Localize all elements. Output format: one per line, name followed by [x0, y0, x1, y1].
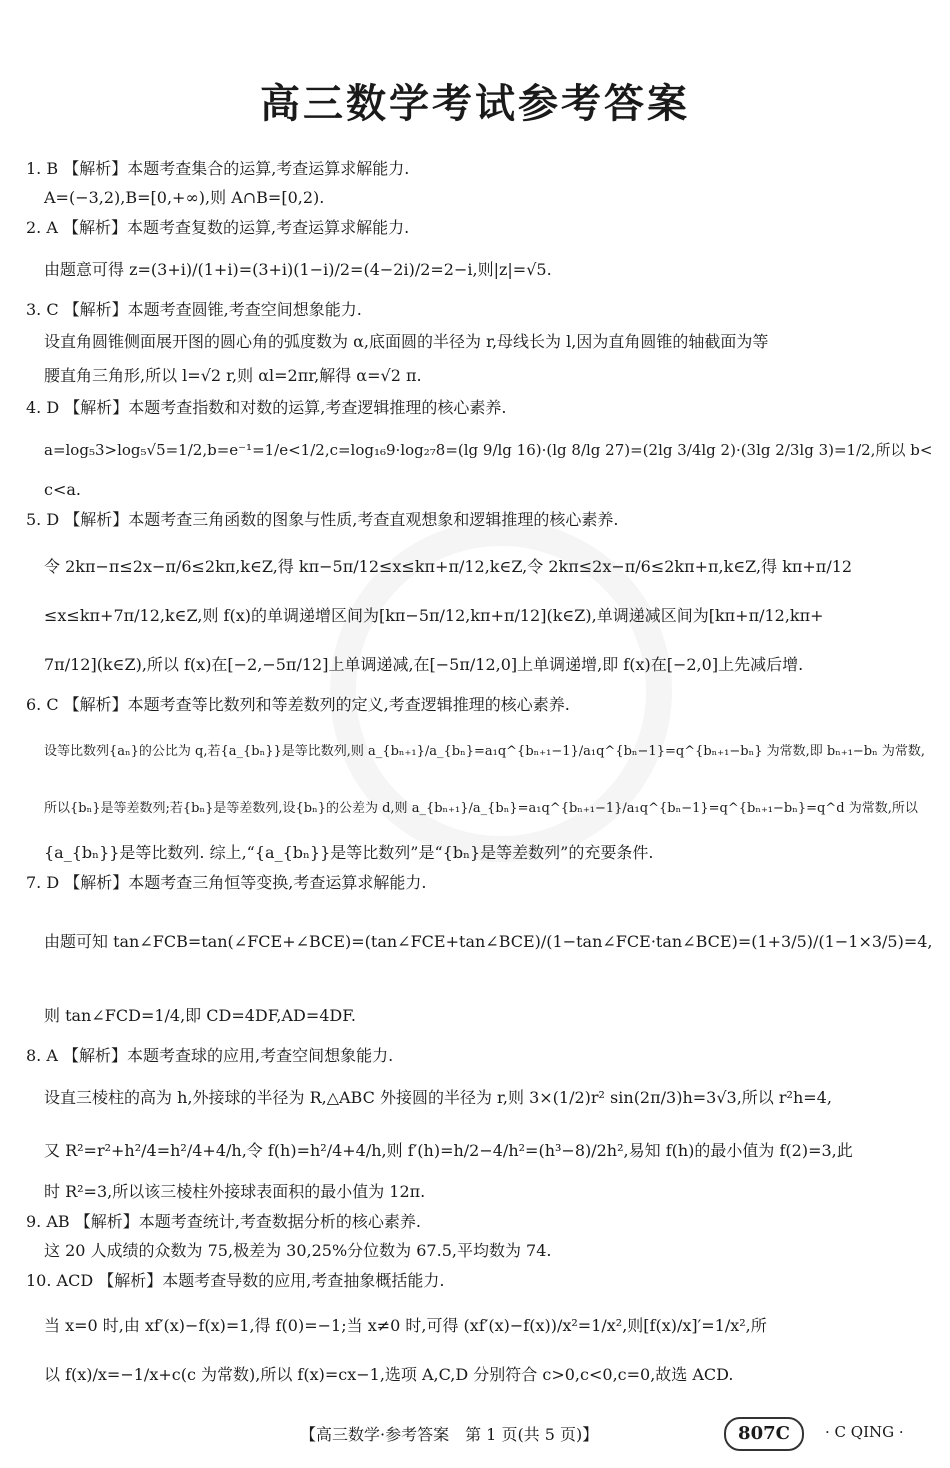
answer-6-heading: 6. C 【解析】本题考查等比数列和等差数列的定义,考查逻辑推理的核心素养. — [26, 695, 570, 714]
answer-3-heading: 3. C 【解析】本题考查圆锥,考查空间想象能力. — [26, 300, 362, 319]
answer-4-line-2: c<a. — [44, 480, 81, 499]
answer-7-heading: 7. D 【解析】本题考查三角恒等变换,考查运算求解能力. — [26, 873, 427, 892]
answer-9-line-1: 这 20 人成绩的众数为 75,极差为 30,25%分位数为 67.5,平均数为 74. — [44, 1241, 552, 1260]
footer-tag: · C QING · — [825, 1423, 904, 1441]
answer-10-line-2: 以 f(x)/x=−1/x+c(c 为常数),所以 f(x)=cx−1,选项 A,C,D 分别符合 c>0,c<0,c=0,故选 ACD. — [44, 1365, 734, 1384]
answer-9-heading: 9. AB 【解析】本题考查统计,考查数据分析的核心素养. — [26, 1212, 421, 1231]
answer-7-line-1: 由题可知 tan∠FCB=tan(∠FCE+∠BCE)=(tan∠FCE+tan∠BCE)/(1−tan∠FCE·tan∠BCE)=(1+3/5)/(1−1×3/5)=4, — [44, 932, 933, 951]
answer-5-line-2: ≤x≤kπ+7π/12,k∈Z,则 f(x)的单调递增区间为[kπ−5π/12,kπ+π/12](k∈Z),单调递减区间为[kπ+π/12,kπ+ — [44, 606, 824, 625]
page-footer: 【高三数学·参考答案 第 1 页(共 5 页)】 — [300, 1425, 599, 1444]
answer-8-heading: 8. A 【解析】本题考查球的应用,考查空间想象能力. — [26, 1046, 394, 1065]
answer-2-heading: 2. A 【解析】本题考查复数的运算,考查运算求解能力. — [26, 218, 410, 237]
answer-6-line-2: 所以{bₙ}是等差数列;若{bₙ}是等差数列,设{bₙ}的公差为 d,则 a_{bₙ₊₁}/a_{bₙ}=a₁q^{bₙ₊₁−1}/a₁q^{bₙ−1}=q^{bₙ₊₁−bₙ}=q^d 为常数,所以 — [44, 801, 918, 816]
answer-1-line-1: A=(−3,2),B=[0,+∞),则 A∩B=[0,2). — [44, 188, 325, 207]
answer-8-line-2: 又 R²=r²+h²/4=h²/4+4/h,令 f(h)=h²/4+4/h,则 f′(h)=h/2−4/h²=(h³−8)/2h²,易知 f(h)的最小值为 f(2)=3,此 — [44, 1141, 853, 1160]
answer-3-line-2: 腰直角三角形,所以 l=√2 r,则 αl=2πr,解得 α=√2 π. — [44, 366, 422, 385]
answer-3-line-1: 设直角圆锥侧面展开图的圆心角的弧度数为 α,底面圆的半径为 r,母线长为 l,因为直角圆锥的轴截面为等 — [44, 332, 769, 351]
answer-1-heading: 1. B 【解析】本题考查集合的运算,考查运算求解能力. — [26, 159, 410, 178]
answer-10-heading: 10. ACD 【解析】本题考查导数的应用,考查抽象概括能力. — [26, 1271, 445, 1290]
page-title: 高三数学考试参考答案 — [260, 81, 690, 127]
answer-6-line-3: {a_{bₙ}}是等比数列. 综上,“{a_{bₙ}}是等比数列”是“{bₙ}是等差数列”的充要条件. — [44, 843, 654, 862]
answer-5-heading: 5. D 【解析】本题考查三角函数的图象与性质,考查直观想象和逻辑推理的核心素养. — [26, 510, 619, 529]
answer-6-line-1: 设等比数列{aₙ}的公比为 q,若{a_{bₙ}}是等比数列,则 a_{bₙ₊₁}/a_{bₙ}=a₁q^{bₙ₊₁−1}/a₁q^{bₙ−1}=q^{bₙ₊₁−bₙ} 为常数,即 bₙ₊₁−bₙ 为常数, — [44, 744, 926, 759]
answer-5-line-1: 令 2kπ−π≤2x−π/6≤2kπ,k∈Z,得 kπ−5π/12≤x≤kπ+π/12,k∈Z,令 2kπ≤2x−π/6≤2kπ+π,k∈Z,得 kπ+π/12 — [44, 557, 853, 576]
answer-4-line-1: a=log₅3>log₅√5=1/2,b=e⁻¹=1/e<1/2,c=log₁₆9·log₂₇8=(lg 9/lg 16)·(lg 8/lg 27)=(2lg 3/4lg 2)·(3lg 2/3lg 3)=1/2,所以 b< — [44, 441, 933, 459]
answer-7-line-2: 则 tan∠FCD=1/4,即 CD=4DF,AD=4DF. — [44, 1006, 356, 1025]
answer-8-line-1: 设直三棱柱的高为 h,外接球的半径为 R,△ABC 外接圆的半径为 r,则 3×(1/2)r² sin(2π/3)h=3√3,所以 r²h=4, — [44, 1088, 832, 1107]
answer-2-line-1: 由题意可得 z=(3+i)/(1+i)=(3+i)(1−i)/2=(4−2i)/2=2−i,则|z|=√5. — [44, 260, 552, 279]
answer-4-heading: 4. D 【解析】本题考查指数和对数的运算,考查逻辑推理的核心素养. — [26, 398, 507, 417]
answer-10-line-1: 当 x=0 时,由 xf′(x)−f(x)=1,得 f(0)=−1;当 x≠0 时,可得 (xf′(x)−f(x))/x²=1/x²,则[f(x)/x]′=1/x²,所 — [44, 1316, 767, 1335]
paper-code-badge: 807C — [724, 1417, 804, 1451]
answer-5-line-3: 7π/12](k∈Z),所以 f(x)在[−2,−5π/12]上单调递减,在[−5π/12,0]上单调递增,即 f(x)在[−2,0]上先减后增. — [44, 655, 804, 674]
answer-8-line-3: 时 R²=3,所以该三棱柱外接球表面积的最小值为 12π. — [44, 1182, 426, 1201]
